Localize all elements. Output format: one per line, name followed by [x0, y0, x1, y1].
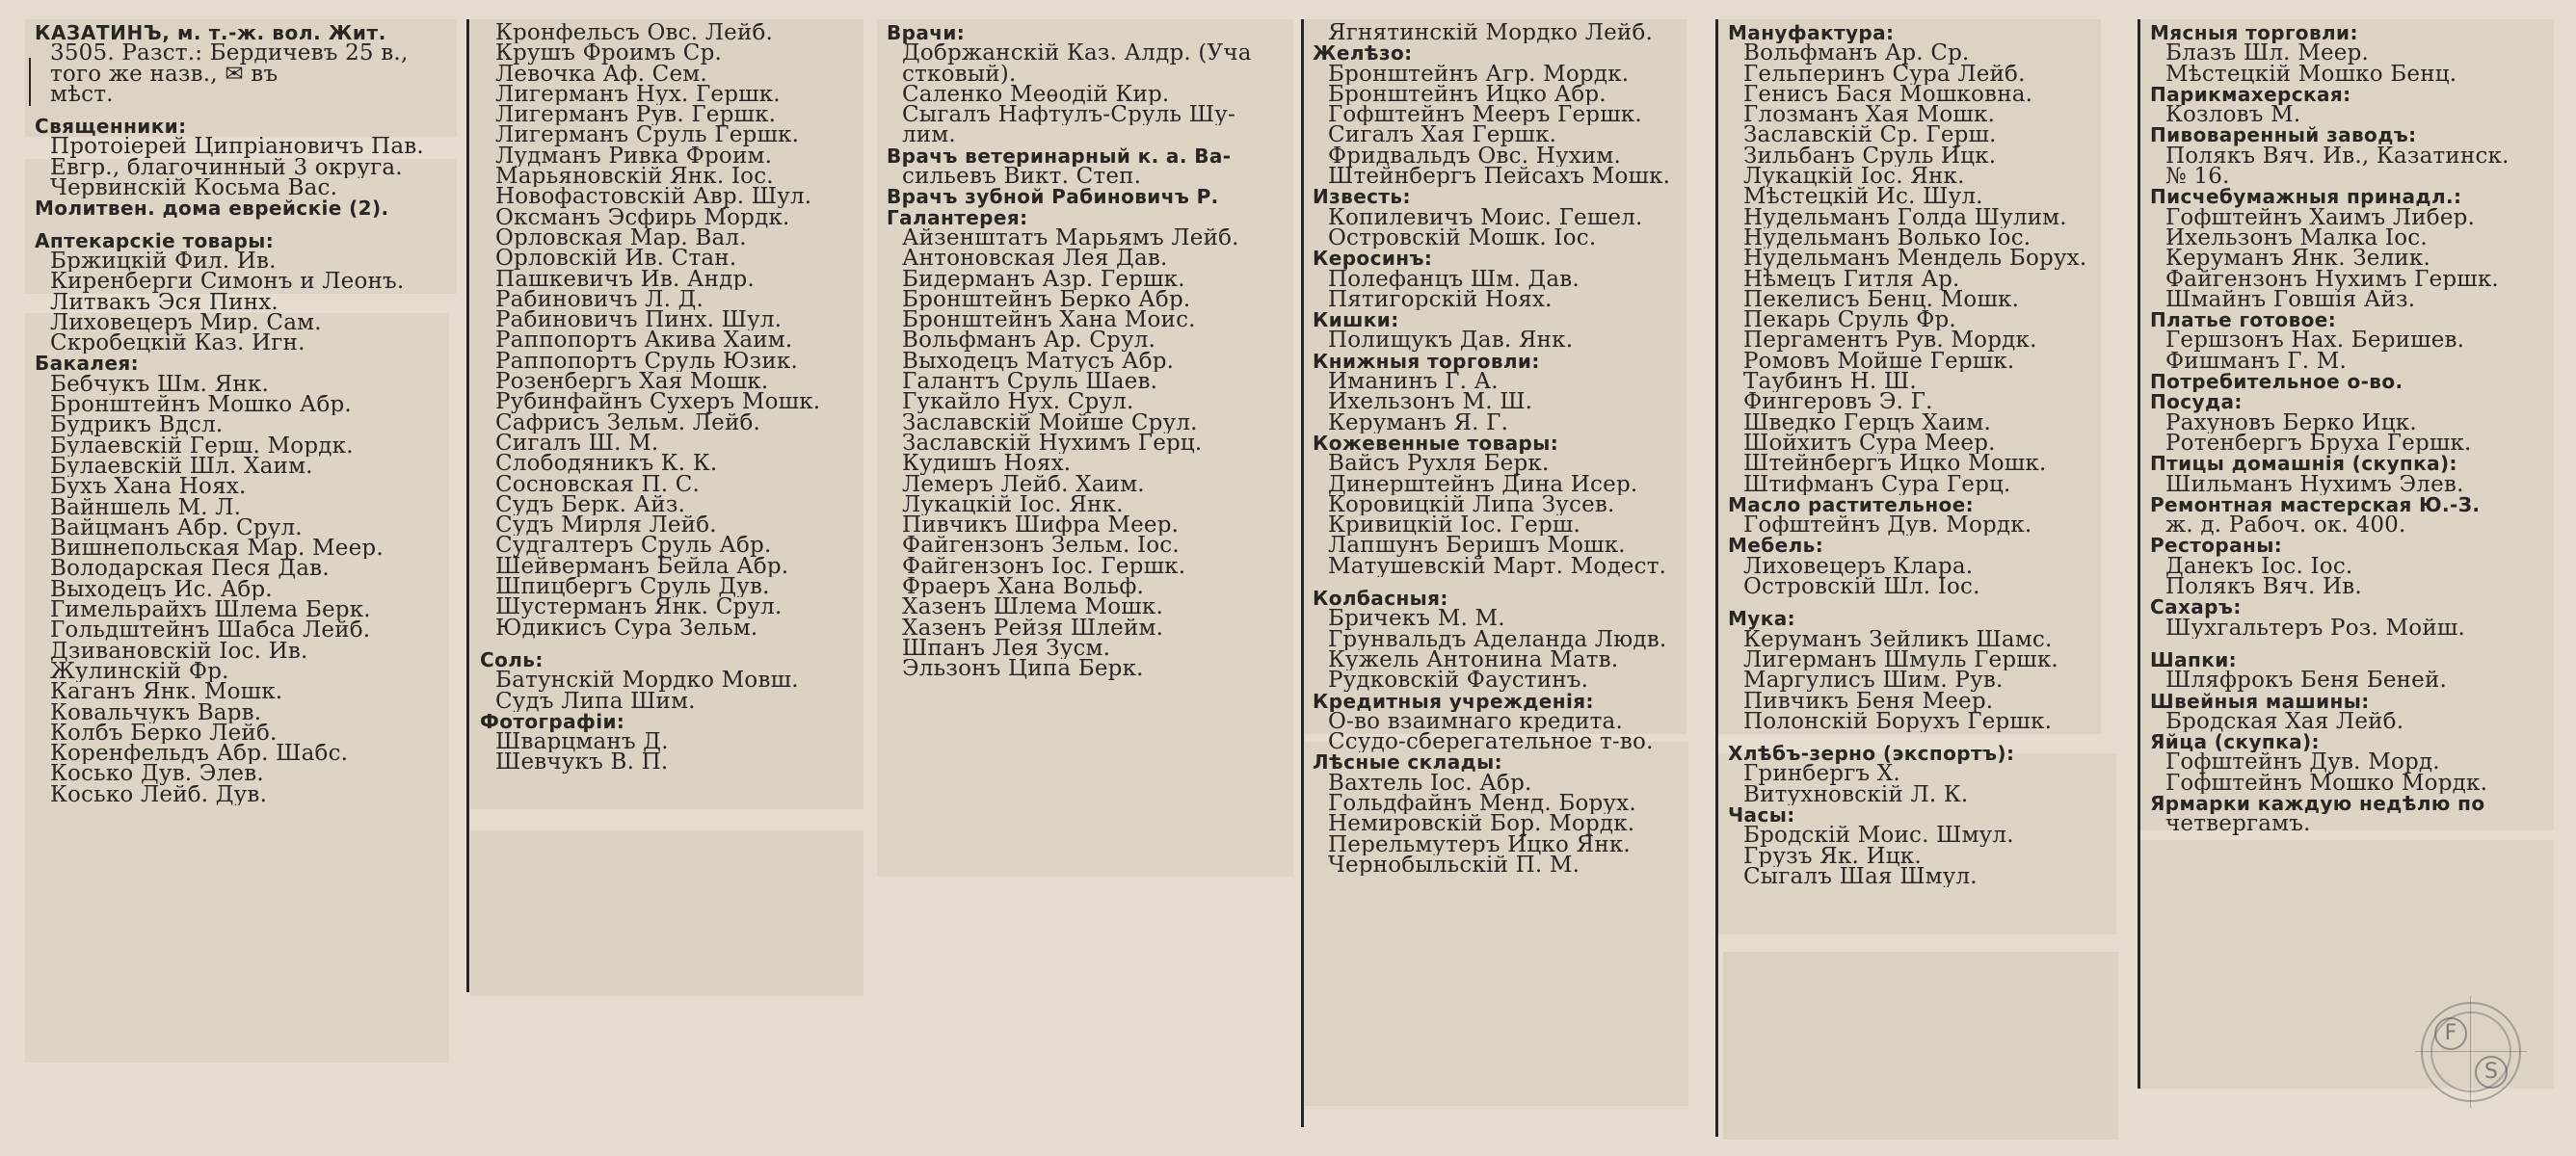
- spacer: [35, 105, 451, 117]
- entry-line: Керуманъ Я. Г.: [1328, 412, 1509, 434]
- entry-line: четвергамъ.: [2165, 814, 2311, 835]
- section-heading: Аптекарскіе товары:: [35, 230, 275, 251]
- section-heading: Бакалея:: [35, 354, 140, 375]
- entry-line: Ягнятинскій Мордко Лейб.: [1328, 23, 1654, 44]
- entry-line: Батунскій Мордко Мовш.: [495, 670, 799, 692]
- entry-line: Шляфрокъ Беня Беней.: [2165, 670, 2448, 692]
- entry-line: лим.: [902, 125, 956, 146]
- archive-stamp-icon: F S: [2421, 1002, 2521, 1102]
- entry-line: Судъ Берк. Айз.: [495, 494, 686, 516]
- entry-line: Галантъ Сруль Шаев.: [902, 372, 1158, 393]
- entry-line: Лигерманъ Нух. Гершк.: [495, 84, 781, 106]
- column-2: [470, 19, 865, 1002]
- entry-line: Вольфманъ Ар. Срул.: [902, 330, 1156, 352]
- section-heading: Сахаръ:: [2150, 597, 2242, 618]
- entry-line: Пивчикъ Шифра Меер.: [902, 515, 1180, 537]
- entry-line: Вайсъ Рухля Берк.: [1328, 454, 1550, 475]
- entry-line: Чернобыльскій П. М.: [1328, 854, 1580, 877]
- entry-line: Мѣстецкій Мошко Бенц.: [2165, 64, 2457, 85]
- entry-line: Фингеровъ Э. Г.: [1743, 392, 1933, 413]
- entry-line: мѣст.: [50, 84, 114, 106]
- section-heading: Часы:: [1728, 804, 1795, 827]
- section-heading: Врачъ зубной Рабиновичъ Р.: [887, 187, 1219, 208]
- entry-line: Косько Лейб. Дув.: [50, 784, 268, 805]
- entry-line: Выходецъ Матусъ Абр.: [902, 351, 1175, 373]
- entry-line: Лукацкій Іос. Янк.: [902, 494, 1124, 516]
- entry-line: Колбъ Берко Лейб.: [50, 722, 278, 745]
- entry-line: Саленко Меѳодій Кир.: [902, 84, 1170, 106]
- entry-line: Вахтель Іос. Абр.: [1328, 773, 1532, 794]
- entry-line: Шевчукъ В. П.: [495, 752, 669, 774]
- entry-line: Крушъ Фроимъ Ср.: [495, 43, 723, 65]
- section-heading: Масло растительное:: [1728, 494, 1975, 516]
- entry-line: Нудельманъ Голда Шулим.: [1743, 207, 2067, 228]
- entry-line: Булаевскій Шл. Хаим.: [50, 456, 313, 478]
- entry-line: Кудишъ Ноях.: [902, 454, 1072, 475]
- entry-line: Лигерманъ Сруль Гершк.: [495, 125, 800, 146]
- entry-line: Судъ Липа Шим.: [495, 691, 696, 712]
- entry-line: Гофштейнъ Дув. Мордк.: [1743, 515, 2032, 537]
- section-heading: Врачи:: [887, 23, 966, 44]
- section-heading: Кожевенные товары:: [1313, 433, 1559, 455]
- section-heading: Ремонтная мастерская Ю.-З.: [2150, 494, 2481, 516]
- entry-line: Кужель Антонина Матв.: [1328, 649, 1619, 671]
- section-heading: Ярмарки каждую недѣлю по: [2150, 793, 2485, 815]
- entry-line: Лемеръ Лейб. Хаим.: [902, 474, 1145, 495]
- entry-line: Пятигорскій Ноях.: [1328, 289, 1553, 311]
- entry-line: Пекарь Сруль Фр.: [1743, 310, 1956, 331]
- entry-line: Козловъ М.: [2165, 105, 2301, 126]
- section-heading: Мясныя торговли:: [2150, 23, 2358, 44]
- entry-line: Таубинъ Н. Ш.: [1743, 372, 1917, 393]
- entry-line: Фридвальдъ Овс. Нухим.: [1328, 145, 1622, 168]
- section-heading: Священники:: [35, 117, 187, 138]
- entry-line: Мѣстецкій Ис. Шул.: [1743, 187, 1983, 208]
- entry-line: Добржанскій Каз. Алдр. (Уча: [902, 43, 1252, 65]
- section-heading: Соль:: [480, 649, 544, 671]
- section-heading: Лѣсные склады:: [1313, 752, 1503, 774]
- entry-line: Бебчукъ Шм. Янк.: [50, 374, 269, 396]
- entry-line: Фраеръ Хана Вольф.: [902, 577, 1145, 598]
- spacer: [2150, 639, 2545, 650]
- entry-line: Сафрисъ Зельм. Лейб.: [495, 412, 761, 434]
- entry-line: Рабиновичъ Пинх. Шул.: [495, 310, 783, 331]
- entry-line: Слободяникъ К. К.: [495, 454, 718, 475]
- entry-line: Лапшунъ Беришъ Мошк.: [1328, 536, 1626, 557]
- entry-line: Островскій Мошк. Іос.: [1328, 227, 1597, 250]
- entry-line: Розенбергъ Хая Мошк.: [495, 372, 769, 393]
- entry-line: Сигалъ Ш. М.: [495, 433, 659, 455]
- entry-line: Витухновскій Л. К.: [1743, 784, 1969, 805]
- entry-line: Маргулисъ Шим. Рув.: [1743, 670, 2004, 692]
- entry-line: Лудманъ Ривка Фроим.: [495, 145, 773, 168]
- entry-line: Лукацкій Іос. Янк.: [1743, 167, 1965, 188]
- entry-line: Коровицкій Липа Зусев.: [1328, 494, 1615, 516]
- entry-line: Вайцманъ Абр. Срул.: [50, 517, 303, 539]
- entry-line: Нудельманъ Мендель Борух.: [1743, 249, 2087, 270]
- entry-line: Будрикъ Вдсл.: [50, 415, 224, 436]
- column-1: [25, 19, 461, 1069]
- entry-line: Рубинфайнъ Сухеръ Мошк.: [495, 392, 821, 413]
- entry-line: Шпицбергъ Сруль Дув.: [495, 577, 770, 598]
- entry-line: Шпанъ Лея Зусм.: [902, 638, 1111, 660]
- entry-line: Лиховецеръ Клара.: [1743, 556, 1974, 578]
- entry-line: Шухгальтеръ Роз. Мойш.: [2165, 617, 2465, 639]
- entry-line: Перельмутеръ Ицко Янк.: [1328, 834, 1631, 855]
- entry-line: Ссудо-сберегательное т-во.: [1328, 732, 1654, 753]
- section-heading: Платье готовое:: [2150, 310, 2337, 331]
- entry-line: Полищукъ Дав. Янк.: [1328, 330, 1574, 352]
- entry-line: Вольфманъ Ар. Ср.: [1743, 43, 1970, 65]
- entry-line: Бродская Хая Лейб.: [2165, 711, 2404, 733]
- entry-line: Новофастовскій Авр. Шул.: [495, 187, 812, 208]
- entry-line: Заславскій Мойше Срул.: [902, 412, 1198, 434]
- section-heading: Керосинъ:: [1313, 249, 1433, 270]
- entry-line: Кронфельсъ Овс. Лейб.: [495, 23, 774, 44]
- entry-line: Нудельманъ Волько Іос.: [1743, 227, 2032, 250]
- entry-line: Штейнбергъ Пейсахъ Мошк.: [1328, 167, 1671, 188]
- entry-line: Пивчикъ Беня Меер.: [1743, 691, 1994, 712]
- section-heading: Кишки:: [1313, 310, 1399, 331]
- entry-line: Штейнбергъ Ицко Мошк.: [1743, 454, 2047, 475]
- entry-line: 3505. Разст.: Бердичевъ 25 в.,: [50, 43, 409, 65]
- entry-line: Пашкевичъ Ив. Андр.: [495, 269, 755, 290]
- entry-line: Сигалъ Хая Гершк.: [1328, 125, 1557, 146]
- entry-line: Сыгалъ Шая Шмул.: [1743, 866, 1978, 888]
- entry-line: Копилевичъ Моис. Гешел.: [1328, 207, 1643, 228]
- entry-line: Штифманъ Сура Герц.: [1743, 474, 2011, 495]
- entry-line: Блазъ Шл. Меер.: [2165, 43, 2369, 65]
- entry-line: Лигерманъ Шмуль Гершк.: [1743, 649, 2058, 671]
- entry-line: О-во взаимнаго кредита.: [1328, 711, 1623, 733]
- section-heading: Галантерея:: [887, 207, 1028, 228]
- spacer: [480, 639, 856, 650]
- section-heading: Яйца (скупка):: [2150, 732, 2320, 753]
- entry-line: Бронштейнъ Ицко Абр.: [1328, 84, 1607, 106]
- column-4: [1303, 19, 1708, 1127]
- entry-line: Гофштейнъ Хаимъ Либер.: [2165, 207, 2476, 228]
- column-5: [1718, 19, 2131, 1146]
- entry-line: Бронштейнъ Хана Моис.: [902, 310, 1196, 331]
- entry-line: Ковальчукъ Варв.: [50, 702, 262, 723]
- entry-line: Файгензонъ Зельм. Іос.: [902, 536, 1180, 557]
- entry-line: Левочка Аф. Сем.: [495, 64, 707, 85]
- entry-line: Раппопортъ Сруль Юзик.: [495, 351, 798, 373]
- section-heading: КАЗАТИНЪ, м. т.-ж. вол. Жит.: [35, 23, 386, 44]
- entry-line: Фишманъ Г. М.: [2165, 351, 2347, 373]
- entry-line: Ротенбергъ Бруха Гершк.: [2165, 433, 2472, 455]
- entry-line: Полякъ Вяч. Ив., Казатинск.: [2165, 145, 2510, 168]
- section-heading: Хлѣбъ-зерно (экспортъ):: [1728, 744, 2015, 765]
- entry-line: Киренберги Симонъ и Леонъ.: [50, 272, 405, 293]
- entry-line: Хазенъ Шлема Мошк.: [902, 597, 1163, 618]
- entry-line: Керуманъ Зейликъ Шамс.: [1743, 629, 2053, 650]
- entry-line: Грунвальдъ Аделанда Людв.: [1328, 629, 1667, 650]
- section-heading: Швейныя машины:: [2150, 691, 2370, 712]
- entry-line: Шустерманъ Янк. Срул.: [495, 597, 783, 618]
- section-heading: Посуда:: [2150, 392, 2243, 413]
- entry-line: Дзивановскій Іос. Ив.: [50, 641, 308, 662]
- entry-line: Керуманъ Янк. Зелик.: [2165, 249, 2431, 270]
- entry-line: Ихельзонъ М. Ш.: [1328, 392, 1533, 413]
- entry-line: Бухъ Хана Ноях.: [50, 477, 247, 498]
- section-heading: Колбасныя:: [1313, 589, 1448, 610]
- entry-line: Рахуновъ Берко Ицк.: [2165, 412, 2417, 434]
- entry-line: Володарская Песя Дав.: [50, 559, 330, 580]
- entry-line: Жулинскій Фр.: [50, 661, 229, 683]
- entry-line: ж. д. Рабоч. ок. 400.: [2165, 515, 2406, 537]
- entry-line: Файгензонъ Нухимъ Гершк.: [2165, 269, 2499, 290]
- entry-line: Заславскій Нухимъ Герц.: [902, 433, 1203, 455]
- entry-line: Гельперинъ Сура Лейб.: [1743, 64, 2026, 85]
- entry-line: Генисъ Бася Мошковна.: [1743, 84, 2033, 106]
- entry-line: Раппопортъ Акива Хаим.: [495, 330, 793, 352]
- section-heading: Кредитныя учрежденія:: [1313, 691, 1594, 712]
- entry-line: Заславскій Ср. Герш.: [1743, 125, 1997, 146]
- entry-line: Юдикисъ Сура Зельм.: [495, 617, 758, 639]
- entry-line: стковый).: [902, 64, 1017, 85]
- entry-line: Протоіерей Ципріановичъ Пав.: [50, 137, 424, 158]
- spacer: [35, 220, 451, 231]
- entry-line: Рабиновичъ Л. Д.: [495, 289, 704, 311]
- entry-line: Вишнепольская Мар. Меер.: [50, 539, 384, 560]
- entry-line: Бронштейнъ Агр. Мордк.: [1328, 64, 1630, 85]
- entry-line: Гольдфайнъ Менд. Борух.: [1328, 793, 1636, 815]
- entry-line: Глозманъ Хая Мошк.: [1743, 105, 1996, 126]
- entry-line: № 16.: [2165, 167, 2230, 188]
- entry-line: Марьяновскій Янк. Іос.: [495, 167, 774, 188]
- entry-line: Полонскій Борухъ Гершк.: [1743, 711, 2053, 733]
- entry-line: Гофштейнъ Дув. Морд.: [2165, 752, 2440, 774]
- entry-line: Полефанцъ Шм. Дав.: [1328, 269, 1580, 290]
- entry-line: Литвакъ Эся Пинх.: [50, 292, 279, 313]
- entry-line: Немировскій Бор. Мордк.: [1328, 814, 1635, 835]
- entry-line: Евгр., благочинный 3 округа.: [50, 157, 403, 179]
- entry-line: Матушевскій Март. Модест.: [1328, 556, 1667, 578]
- column-6: [2140, 19, 2555, 1089]
- entry-line: Гофштейнъ Мееръ Гершк.: [1328, 105, 1642, 126]
- entry-line: Лиховецеръ Мир. Сам.: [50, 312, 322, 334]
- entry-line: Динерштейнъ Дина Исер.: [1328, 474, 1638, 495]
- entry-line: Бронштейнъ Берко Абр.: [902, 289, 1191, 311]
- entry-line: Шведко Герцъ Хаим.: [1743, 412, 1992, 434]
- section-heading: Мука:: [1728, 609, 1796, 630]
- section-heading: Врачъ ветеринарный к. а. Ва-: [887, 145, 1232, 168]
- entry-line: Кривицкій Іос. Герш.: [1328, 515, 1580, 537]
- entry-line: Ихельзонъ Малка Іос.: [2165, 227, 2428, 250]
- entry-line: Айзенштатъ Марьямъ Лейб.: [902, 227, 1239, 250]
- entry-line: Пекелисъ Бенц. Мошк.: [1743, 289, 2020, 311]
- entry-line: Хазенъ Рейзя Шлейм.: [902, 617, 1164, 639]
- entry-line: Ромовъ Мойше Гершк.: [1743, 351, 2015, 373]
- section-heading: Фотографіи:: [480, 711, 625, 733]
- column-3: [877, 19, 1297, 877]
- entry-line: Каганъ Янк. Мошк.: [50, 682, 283, 703]
- entry-line: Судгалтеръ Сруль Абр.: [495, 536, 772, 557]
- entry-line: Шильманъ Нухимъ Элев.: [2165, 474, 2464, 495]
- entry-line: Вайншель М. Л.: [50, 497, 242, 518]
- section-heading: Птицы домашнія (скупка):: [2150, 454, 2457, 475]
- entry-line: Выходецъ Ис. Абр.: [50, 579, 273, 601]
- entry-line: Зильбанъ Сруль Ицк.: [1743, 145, 1997, 168]
- entry-line: Оксманъ Эсфирь Мордк.: [495, 207, 790, 228]
- spacer: [1728, 597, 2121, 609]
- entry-line: Гершзонъ Нах. Беришев.: [2165, 330, 2465, 352]
- entry-line: Эльзонъ Ципа Берк.: [902, 659, 1144, 680]
- entry-line: сильевъ Викт. Степ.: [902, 167, 1142, 188]
- entry-line: Орловскій Ив. Стан.: [495, 249, 737, 270]
- entry-line: Файгензонъ Іос. Гершк.: [902, 556, 1186, 578]
- entry-line: Шмайнъ Говшія Айз.: [2165, 289, 2416, 311]
- entry-line: Сосновская П. С.: [495, 474, 701, 495]
- entry-line: Судъ Мирля Лейб.: [495, 515, 717, 537]
- entry-line: Бродскій Моис. Шмул.: [1743, 826, 2014, 847]
- section-heading: Пивоваренный заводъ:: [2150, 125, 2417, 146]
- entry-line: Гофштейнъ Мошко Мордк.: [2165, 773, 2488, 794]
- spacer: [1728, 732, 2121, 744]
- section-heading: Парикмахерская:: [2150, 84, 2351, 106]
- entry-line: Шойхитъ Сура Меер.: [1743, 433, 1996, 455]
- entry-line: того же назв., ✉ въ: [50, 64, 279, 85]
- entry-line: Червинскій Косьма Вас.: [50, 178, 338, 199]
- entry-line: Бржицкій Фил. Ив.: [50, 250, 277, 273]
- section-heading: Желѣзо:: [1313, 43, 1413, 65]
- entry-line: Сыгалъ Нафтулъ-Сруль Шу-: [902, 105, 1235, 126]
- section-heading: Мебель:: [1728, 536, 1824, 557]
- section-heading: Писчебумажныя принадл.:: [2150, 187, 2462, 208]
- entry-line: Антоновская Лея Дав.: [902, 249, 1168, 270]
- section-heading: Мануфактура:: [1728, 23, 1895, 44]
- spacer: [1313, 577, 1698, 589]
- entry-line: Грузъ Як. Ицк.: [1743, 846, 1922, 867]
- entry-line: Коренфельдъ Абр. Шабс.: [50, 744, 349, 765]
- entry-line: Гринбергъ Х.: [1743, 764, 1900, 785]
- entry-line: Нѣмецъ Гитля Ар.: [1743, 269, 1960, 290]
- entry-line: Косько Дув. Элев.: [50, 764, 264, 785]
- entry-line: Островскій Шл. Іос.: [1743, 577, 1980, 598]
- entry-line: Гольдштейнъ Шабса Лейб.: [50, 620, 371, 642]
- entry-line: Иманинъ Г. А.: [1328, 372, 1499, 393]
- entry-line: Данекъ Іос. Іос.: [2165, 556, 2353, 578]
- section-heading: Шапки:: [2150, 649, 2238, 671]
- entry-line: Скробецкій Каз. Игн.: [50, 333, 305, 355]
- section-heading: Книжныя торговли:: [1313, 351, 1540, 373]
- entry-line: Гимельрайхъ Шлема Берк.: [50, 600, 371, 621]
- entry-line: Рудковскій Фаустинъ.: [1328, 670, 1589, 692]
- entry-line: Бидерманъ Азр. Гершк.: [902, 269, 1185, 290]
- entry-line: Бронштейнъ Мошко Абр.: [50, 395, 352, 416]
- entry-line: Гукайло Нух. Срул.: [902, 392, 1134, 413]
- entry-line: Орловская Мар. Вал.: [495, 227, 747, 250]
- entry-line: Полякъ Вяч. Ив.: [2165, 577, 2362, 598]
- entry-line: Лигерманъ Рув. Гершк.: [495, 105, 777, 126]
- entry-line: Пергаментъ Рув. Мордк.: [1743, 330, 2037, 352]
- section-heading: Молитвен. дома еврейскіе (2).: [35, 198, 389, 220]
- section-heading: Потребительное о-во.: [2150, 372, 2403, 393]
- section-heading: Рестораны:: [2150, 536, 2283, 557]
- section-heading: Известь:: [1313, 187, 1411, 208]
- entry-line: Бричекъ М. М.: [1328, 609, 1505, 630]
- entry-line: Шварцманъ Д.: [495, 732, 669, 753]
- entry-line: Булаевскій Герш. Мордк.: [50, 435, 354, 457]
- entry-line: Шейверманъ Бейла Абр.: [495, 556, 789, 578]
